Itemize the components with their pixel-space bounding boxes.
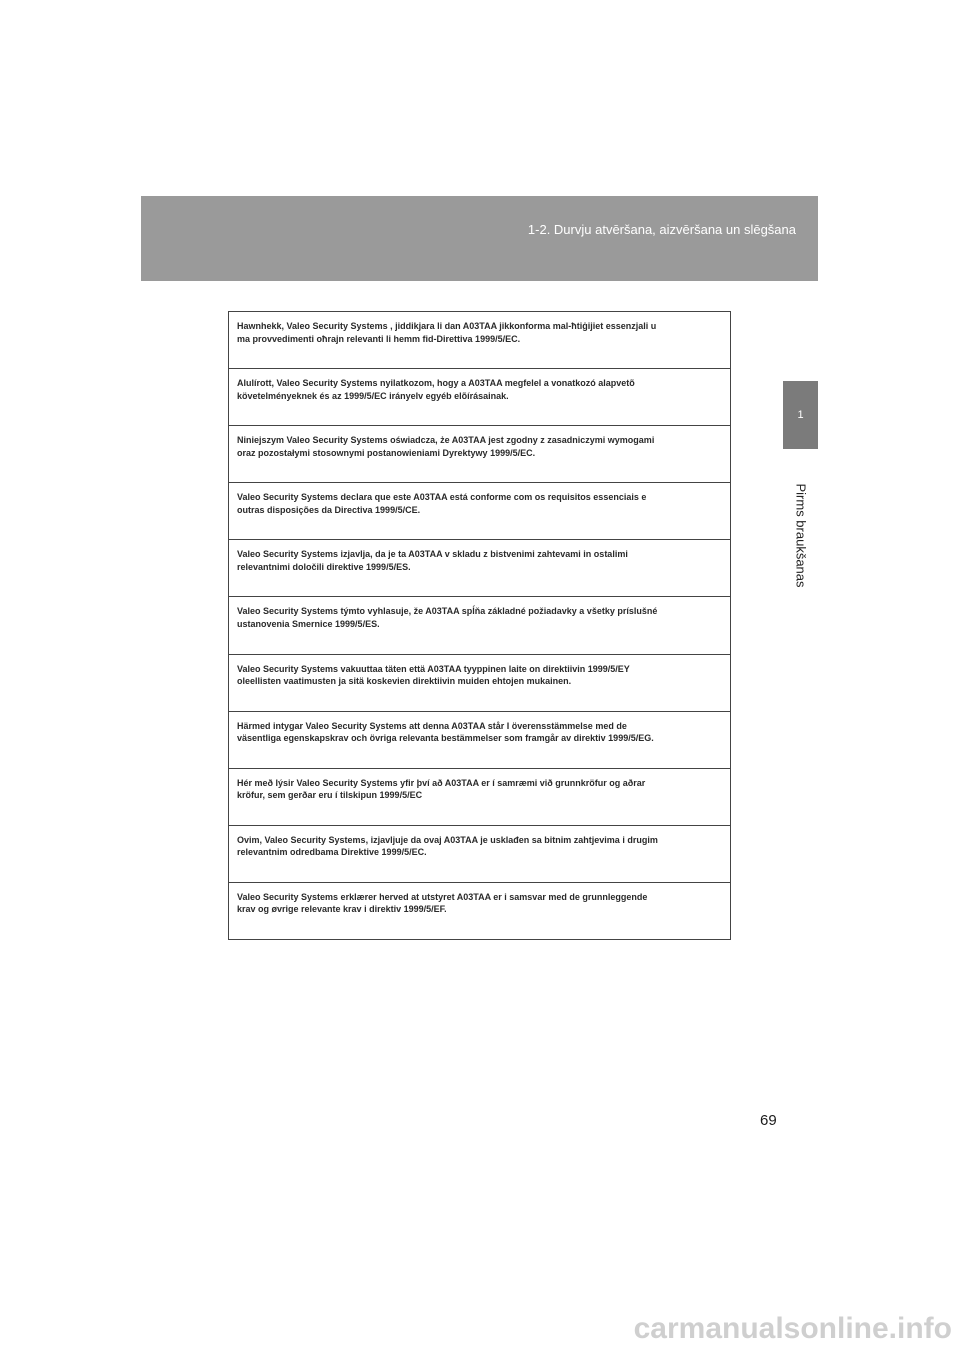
- declaration-text: Valeo Security Systems izjavlja, da je ta A03TAA v skladu z bistvenimi zahtevami in ostalimi relevantnimi določili direktive 1999/5/ES.: [237, 549, 628, 572]
- declaration-text: Hér með lýsir Valeo Security Systems yfir því að A03TAA er í samræmi við grunnkröfur og aðrar kröfur, sem gerðar eru í tilskipun 1999/5/EC: [237, 777, 646, 801]
- declaration-text: Niniejszym Valeo Security Systems oświadcza, że A03TAA jest zgodny z zasadniczymi wymogami oraz pozostałymi stosownymi postanowieniami Dyrektywy 1999/5/EC.: [237, 435, 655, 458]
- declarations-table: [228, 311, 731, 940]
- declaration-text: Valeo Security Systems vakuuttaa täten että A03TAA tyyppinen laite on direktiivin 1999/5/EY oleellisten vaatimusten ja sitä koskevien direktiivin muiden ehtojen mukainen.: [237, 663, 630, 687]
- declaration-text: Alulírott, Valeo Security Systems nyilatkozom, hogy a A03TAA megfelel a vonatkozó alapvetõ követelményeknek és az 1999/5/EC irányelv egyéb elõírásainak.: [237, 378, 635, 401]
- declaration-text: Hawnhekk, Valeo Security Systems , jiddikjara li dan A03TAA jikkonforma mal-ħtiġijiet essenzjali u ma provvedimenti oħrajn relevanti li hemm fid-Direttiva 1999/5/EC.: [237, 321, 657, 344]
- chapter-number: 1: [797, 409, 804, 421]
- declaration-row: [229, 369, 730, 426]
- header-band: [141, 196, 818, 281]
- declaration-row: [229, 712, 730, 769]
- declaration-row: [229, 312, 730, 369]
- chapter-label-container: [781, 460, 821, 610]
- declaration-text: Valeo Security Systems týmto vyhlasuje, že A03TAA spĺňa základné požiadavky a všetky príslušné ustanovenia Smernice 1999/5/ES.: [237, 606, 658, 629]
- declaration-text: Valeo Security Systems erklærer herved at utstyret A03TAA er i samsvar med de grunnleggende krav og øvrige relevante krav i direktiv 1999/5/EF.: [237, 891, 648, 915]
- section-title: 1-2. Durvju atvēršana, aizvēršana un slēgšana: [527, 222, 796, 237]
- declaration-text: Valeo Security Systems declara que este A03TAA está conforme com os requisitos essenciais e outras disposições da Directiva 1999/5/CE.: [237, 492, 647, 515]
- declaration-row: [229, 655, 730, 712]
- declaration-row: [229, 826, 730, 883]
- chapter-label: Pirms braukšanas: [793, 482, 809, 588]
- declaration-row: [229, 769, 730, 826]
- declaration-text: Härmed intygar Valeo Security Systems att denna A03TAA står I överensstämmelse med de väsentliga egenskapskrav och övriga relevanta bestämmelser som framgår av direktiv 1999/5/EG.: [237, 720, 654, 744]
- declaration-row: [229, 883, 730, 939]
- declaration-row: [229, 483, 730, 540]
- declaration-row: [229, 426, 730, 483]
- chapter-tab: [783, 381, 818, 449]
- declaration-row: [229, 540, 730, 597]
- page-number: 69: [760, 1112, 777, 1129]
- declaration-text: Ovim, Valeo Security Systems, izjavljuje da ovaj A03TAA je usklađen sa bitnim zahtjevima i drugim relevantnim odredbama Direktive 1999/5/EC.: [237, 834, 658, 858]
- watermark: carmanualsonline.info: [633, 1312, 952, 1345]
- declaration-row: [229, 597, 730, 654]
